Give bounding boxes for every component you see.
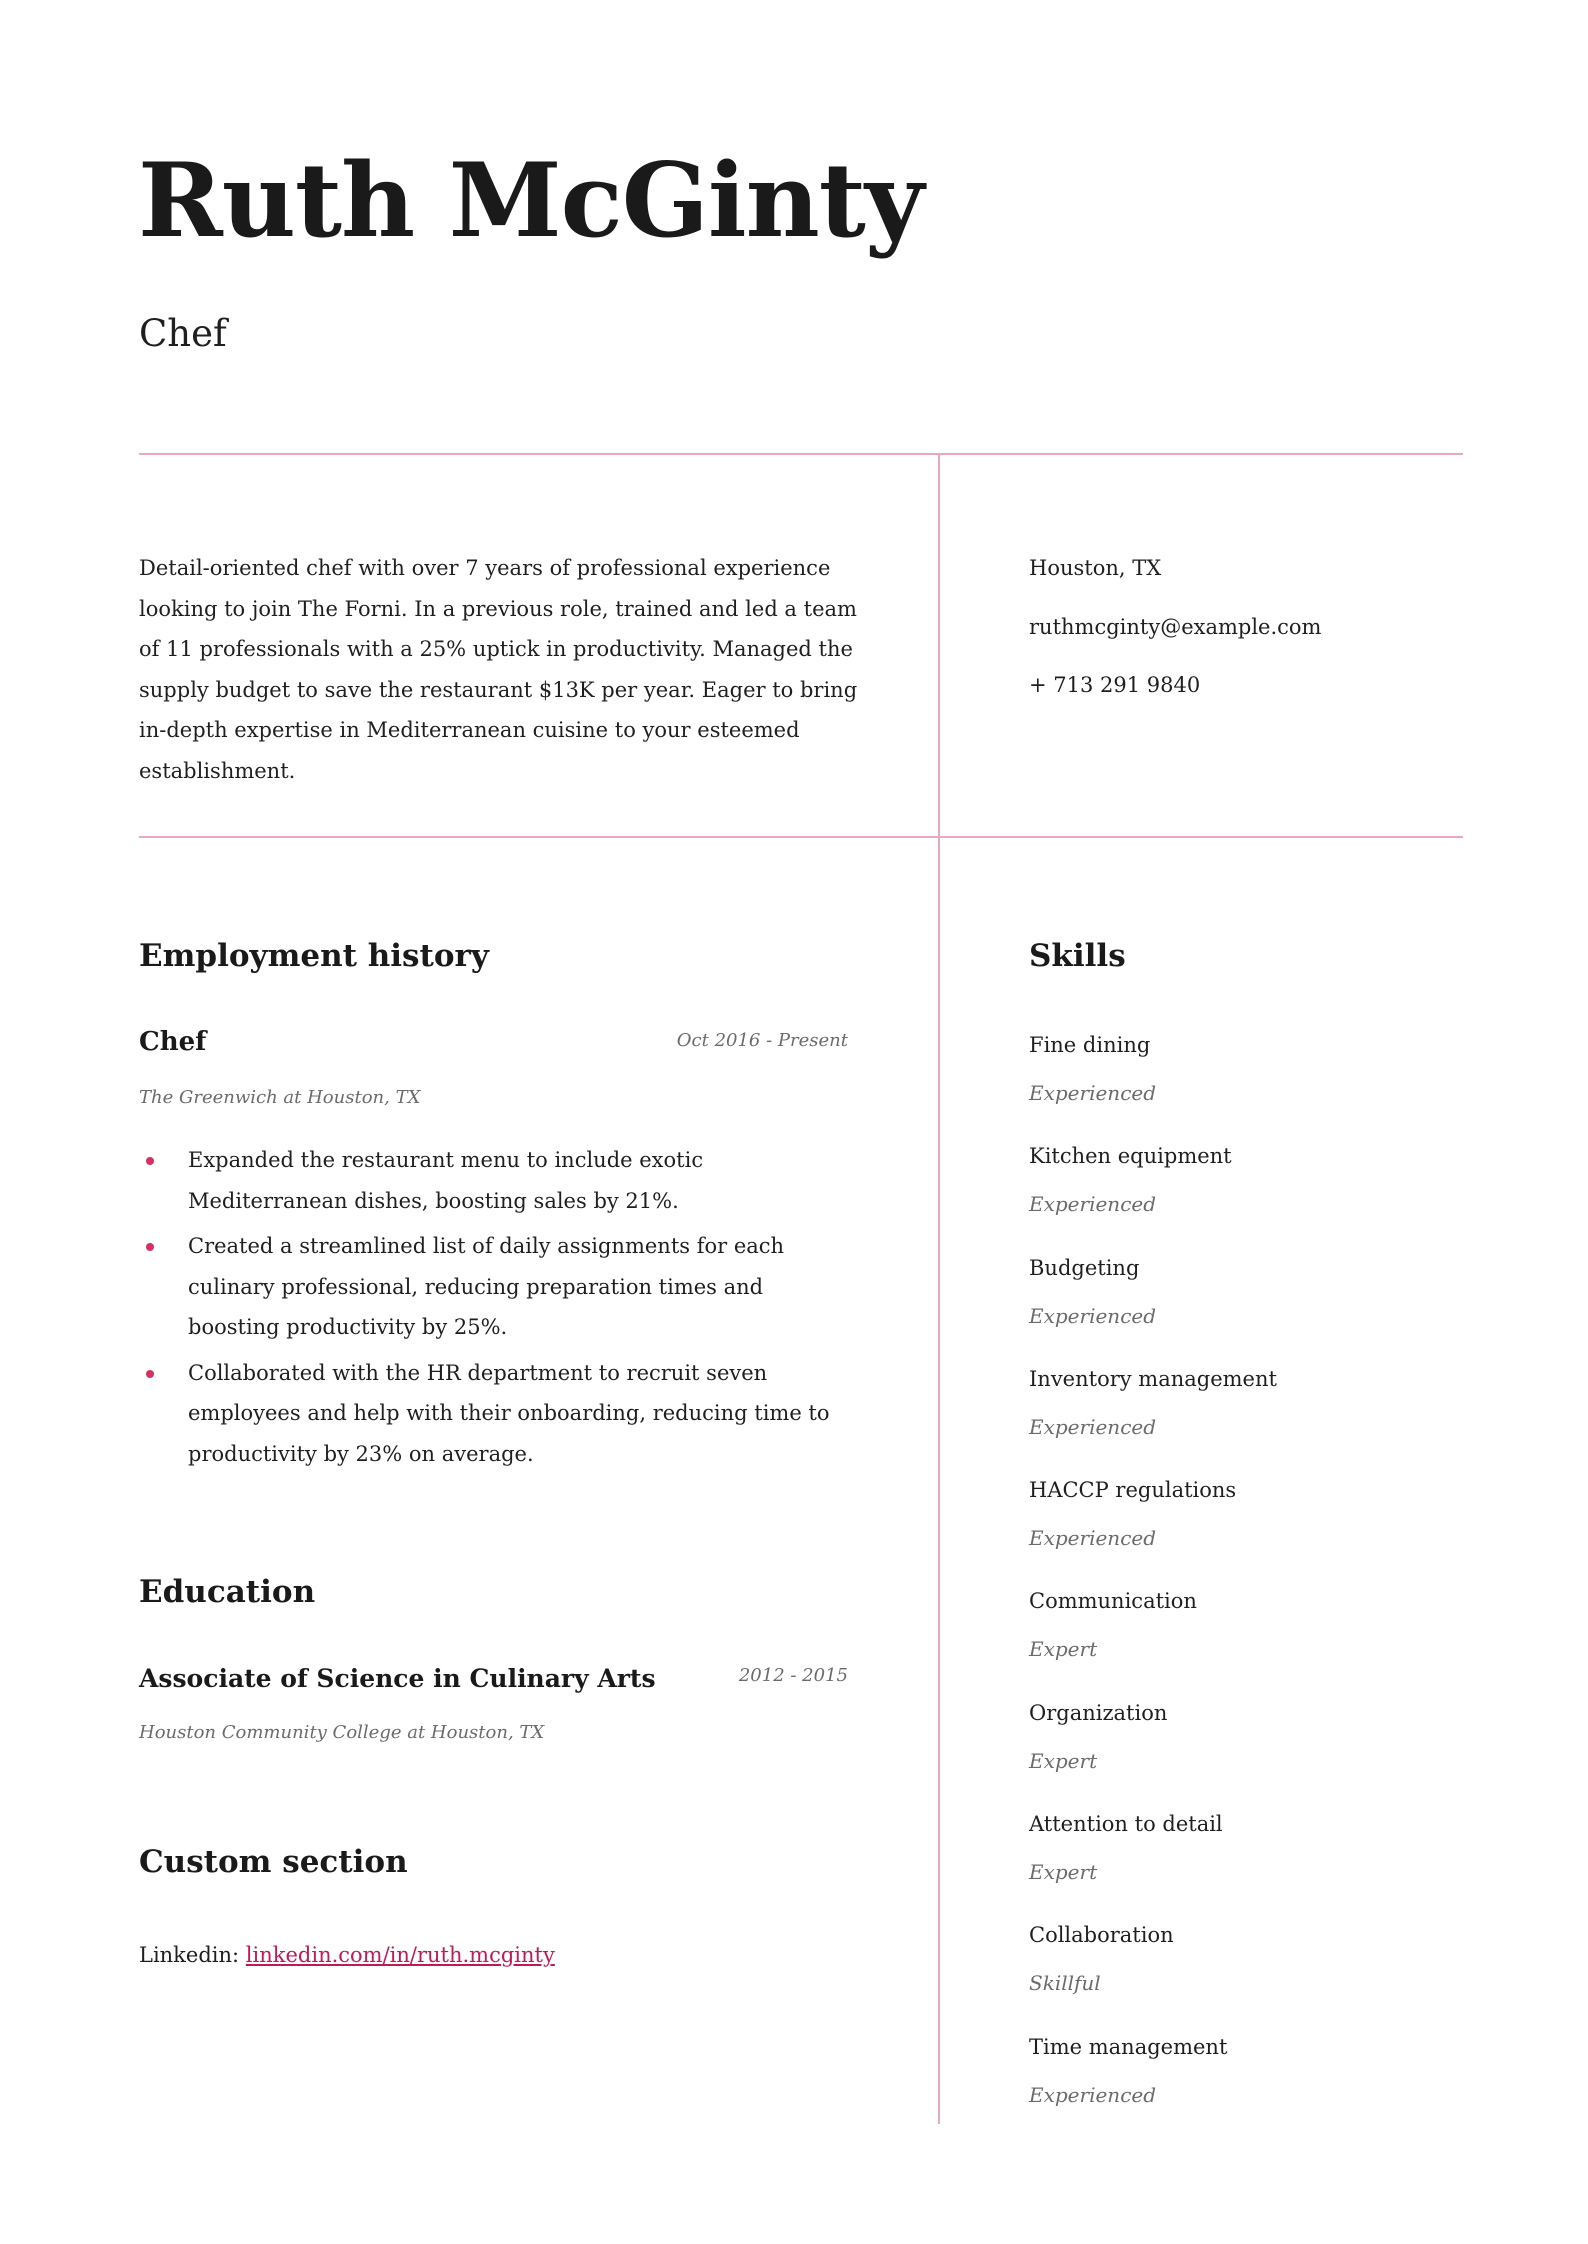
- skill-level: Experienced: [1029, 2082, 1157, 2107]
- divider-top: [139, 453, 1463, 455]
- skill-level: Skillful: [1029, 1971, 1101, 1996]
- education-dates: 2012 - 2015: [738, 1665, 848, 1686]
- linkedin-label: Linkedin:: [139, 1943, 240, 1967]
- job-dates: Oct 2016 - Present: [676, 1030, 848, 1051]
- divider-middle: [139, 836, 1463, 838]
- skill-level: Experienced: [1029, 1526, 1157, 1551]
- skill-name: Organization: [1029, 1700, 1168, 1725]
- skill-name: Fine dining: [1029, 1033, 1151, 1057]
- contact-phone[interactable]: + 713 291 9840: [1029, 673, 1201, 697]
- job-bullets: [139, 1140, 859, 1479]
- contact-location: Houston, TX: [1029, 556, 1162, 580]
- contact-email[interactable]: ruthmcginty@example.com: [1029, 614, 1322, 639]
- skill-level: Experienced: [1029, 1303, 1157, 1328]
- skill-name: Attention to detail: [1029, 1812, 1223, 1837]
- bullet-dot-icon: [146, 1157, 154, 1165]
- contact-details: [1029, 548, 1321, 724]
- bullet-text: Collaborated with the HR department to recruit seven employees and help with their onboarding, reducing time to productivity by 23% on average.: [188, 1360, 830, 1466]
- skill-level: Expert: [1029, 1748, 1098, 1773]
- job-company: The Greenwich at Houston, TX: [139, 1087, 421, 1108]
- bullet-text: Created a streamlined list of daily assignments for each culinary professional, reducing preparation times and boosting productivity by 25%.: [188, 1234, 785, 1339]
- custom-section-title: Custom section: [139, 1844, 408, 1880]
- bullet-text: Expanded the restaurant menu to include exotic Mediterranean dishes, boosting sales by 21%.: [188, 1148, 704, 1213]
- list-item: [139, 1226, 859, 1348]
- education-school: Houston Community College at Houston, TX: [139, 1722, 545, 1743]
- profile-summary: Detail-oriented chef with over 7 years of professional experience looking to join The Forni. In a previous role, trained and led a team of 11 professionals with a 25% uptick in productivity. Managed the supply budget to save the restaurant $13K per year. Eager to bring in-depth expertise in Mediterranean cuisine to your esteemed establishment.: [139, 556, 858, 783]
- linkedin-link[interactable]: linkedin.com/in/ruth.mcginty: [245, 1943, 555, 1967]
- bullet-dot-icon: [146, 1243, 154, 1251]
- skill-item: [1029, 2027, 1449, 2138]
- employment-section-title: Employment history: [139, 938, 489, 974]
- skill-item: [1029, 1025, 1449, 1136]
- skill-name: HACCP regulations: [1029, 1478, 1237, 1503]
- candidate-name: Ruth McGinty: [138, 141, 924, 261]
- skill-level: Expert: [1029, 1860, 1098, 1885]
- skill-name: Inventory management: [1029, 1366, 1277, 1391]
- degree-title: Associate of Science in Culinary Arts: [139, 1664, 656, 1693]
- skill-item: [1029, 1359, 1449, 1470]
- skill-name: Collaboration: [1029, 1923, 1174, 1948]
- skills-list: [1029, 1025, 1449, 2138]
- skill-item: [1029, 1470, 1449, 1581]
- skill-name: Communication: [1029, 1589, 1197, 1614]
- linkedin-line: [139, 1935, 555, 1975]
- skill-name: Time management: [1029, 2034, 1228, 2059]
- skill-level: Expert: [1029, 1637, 1098, 1662]
- skill-item: [1029, 1248, 1449, 1359]
- skill-item: [1029, 1581, 1449, 1692]
- candidate-role: Chef: [139, 312, 227, 355]
- skill-level: Experienced: [1029, 1192, 1157, 1217]
- list-item: [139, 1140, 859, 1221]
- skill-item: [1029, 1136, 1449, 1247]
- divider-vertical: [938, 454, 940, 2124]
- skill-item: [1029, 1804, 1449, 1915]
- skill-item: [1029, 1915, 1449, 2026]
- skill-level: Experienced: [1029, 1081, 1157, 1105]
- skill-name: Budgeting: [1029, 1255, 1140, 1280]
- list-item: [139, 1353, 859, 1475]
- skill-level: Experienced: [1029, 1414, 1157, 1439]
- job-title: Chef: [139, 1027, 207, 1057]
- skill-item: [1029, 1693, 1449, 1804]
- skill-name: Kitchen equipment: [1029, 1144, 1232, 1169]
- skills-section-title: Skills: [1029, 938, 1126, 974]
- bullet-dot-icon: [146, 1370, 154, 1378]
- education-section-title: Education: [139, 1574, 316, 1610]
